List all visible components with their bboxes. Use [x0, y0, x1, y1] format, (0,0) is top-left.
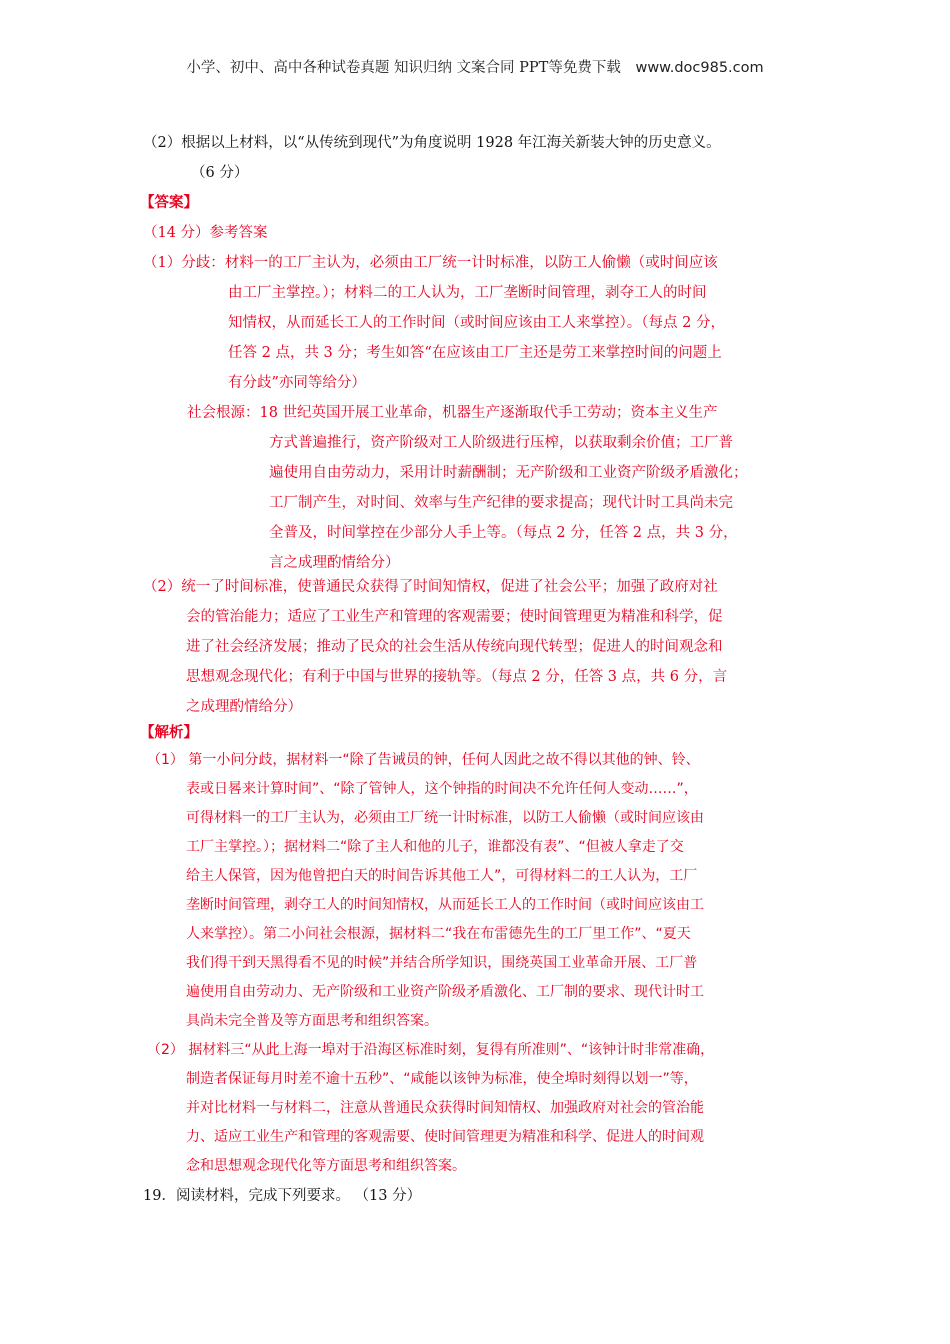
analysis-line: （2） 据材料三“从此上海一埠对于沿海区标准时刻，复得有所准则”、“该钟计时非常准确， — [147, 1042, 715, 1058]
analysis-line: 可得材料一的工厂主认为，必须由工厂统一计时标准，以防工人偷懒（或时间应该由 — [186, 810, 704, 826]
analysis-line: 给主人保管，因为他曾把白天的时间告诉其他工人”，可得材料二的工人认为，工厂 — [186, 868, 698, 884]
answer-line: 思想观念现代化；有利于中国与世界的接轨等。（每点 2 分，任答 3 点，共 6 分，言 — [186, 669, 728, 685]
answer-line: 遍使用自由劳动力，采用计时薪酬制；无产阶级和工业资产阶级矛盾激化； — [269, 465, 748, 481]
answer-line: 方式普遍推行，资产阶级对工人阶级进行压榨，以获取剩余价值；工厂普 — [269, 435, 733, 451]
question-2-line: （2）根据以上材料，以“从传统到现代”为角度说明 1928 年江海关新装大钟的历史意义。 — [143, 135, 721, 151]
page-header — [0, 56, 950, 77]
answer-line: 工厂制产生，对时间、效率与生产纪律的要求提高；现代计时工具尚未完 — [269, 495, 733, 511]
answer-line: 言之成理酌情给分） — [269, 555, 400, 571]
answer-line: 社会根源：18 世纪英国开展工业革命，机器生产逐渐取代手工劳动；资本主义生产 — [187, 405, 718, 421]
analysis-part1 — [147, 746, 704, 1036]
answer-line: 有分歧”亦同等给分） — [228, 375, 366, 391]
analysis-line: 我们得干到天黑得看不见的时候”并结合所学知识，围绕英国工业革命开展、工厂普 — [186, 955, 698, 971]
analysis-line: 垄断时间管理，剥夺工人的时间知情权，从而延长工人的工作时间（或时间应该由工 — [186, 897, 704, 913]
analysis-line: 念和思想观念现代化等方面思考和组织答案。 — [186, 1158, 466, 1174]
answer-part1-divergence — [143, 248, 725, 398]
answer-score: （14 分）参考答案 — [143, 225, 268, 241]
answer-section — [140, 188, 268, 248]
analysis-line: 工厂主掌控。）；据材料二“除了主人和他的儿子，谁都没有表”、“但被人拿走了交 — [186, 839, 684, 855]
analysis-line: 具尚未完全普及等方面思考和组织答案。 — [186, 1013, 438, 1029]
analysis-line: 表或日晷来计算时间”、“除了管钟人，这个钟指的时间决不允许任何人变动……”， — [186, 781, 698, 797]
answer-part2 — [143, 572, 727, 722]
question-2-score: （6 分） — [191, 165, 249, 181]
question-19 — [143, 1181, 421, 1211]
analysis-line: 制造者保证每月时差不逾十五秒”、“咸能以该钟为标准，使全埠时刻得以划一”等， — [186, 1071, 698, 1087]
answer-line: 进了社会经济发展；推动了民众的社会生活从传统向现代转型；促进人的时间观念和 — [186, 639, 723, 655]
answer-line: 知情权，从而延长工人的工作时间（或时间应该由工人来掌控）。（每点 2 分， — [228, 315, 725, 331]
answer-line: 任答 2 点，共 3 分；考生如答“在应该由工厂主还是劳工来掌控时间的问题上 — [228, 345, 722, 361]
analysis-line: （1） 第一小问分歧，据材料一“除了告诫员的钟，任何人因此之故不得以其他的钟、铃、 — [147, 752, 700, 768]
header-site-link[interactable]: www.doc985.com — [635, 60, 764, 76]
answer-tag: 【答案】 — [140, 194, 198, 211]
analysis-line: 并对比材料一与材料二，注意从普通民众获得时间知情权、加强政府对社会的管治能 — [186, 1100, 704, 1116]
answer-line: （2）统一了时间标准，使普通民众获得了时间知情权，促进了社会公平；加强了政府对社 — [143, 579, 718, 595]
analysis-line: 力、适应工业生产和管理的客观需要、使时间管理更为精准和科学、促进人的时间观 — [186, 1129, 704, 1145]
answer-line: 全普及，时间掌控在少部分人手上等。（每点 2 分，任答 2 点，共 3 分， — [269, 525, 738, 541]
analysis-line: 人来掌控）。第二小问社会根源，据材料二“我在布雷德先生的工厂里工作”、“夏天 — [186, 926, 691, 942]
answer-line: 之成理酌情给分） — [186, 699, 302, 715]
answer-line: 会的管治能力；适应了工业生产和管理的客观需要；使时间管理更为精准和科学，促 — [186, 609, 723, 625]
analysis-line: 遍使用自由劳动力、无产阶级和工业资产阶级矛盾激化、工厂制的要求、现代计时工 — [186, 984, 704, 1000]
analysis-tag: 【解析】 — [140, 724, 198, 741]
answer-part1-roots — [187, 398, 748, 578]
analysis-tag-block — [140, 718, 198, 748]
answer-line: （1）分歧：材料一的工厂主认为，必须由工厂统一计时标准，以防工人偷懒（或时间应该 — [143, 255, 718, 271]
answer-line: 由工厂主掌控。）；材料二的工人认为，工厂垄断时间管理，剥夺工人的时间 — [228, 285, 707, 301]
analysis-part2 — [147, 1036, 714, 1181]
question-19-text: 19．阅读材料，完成下列要求。 （13 分） — [143, 1188, 422, 1204]
header-text: 小学、初中、高中各种试卷真题 知识归纳 文案合同 PPT等免费下载 — [186, 60, 621, 76]
question-2 — [143, 128, 721, 188]
